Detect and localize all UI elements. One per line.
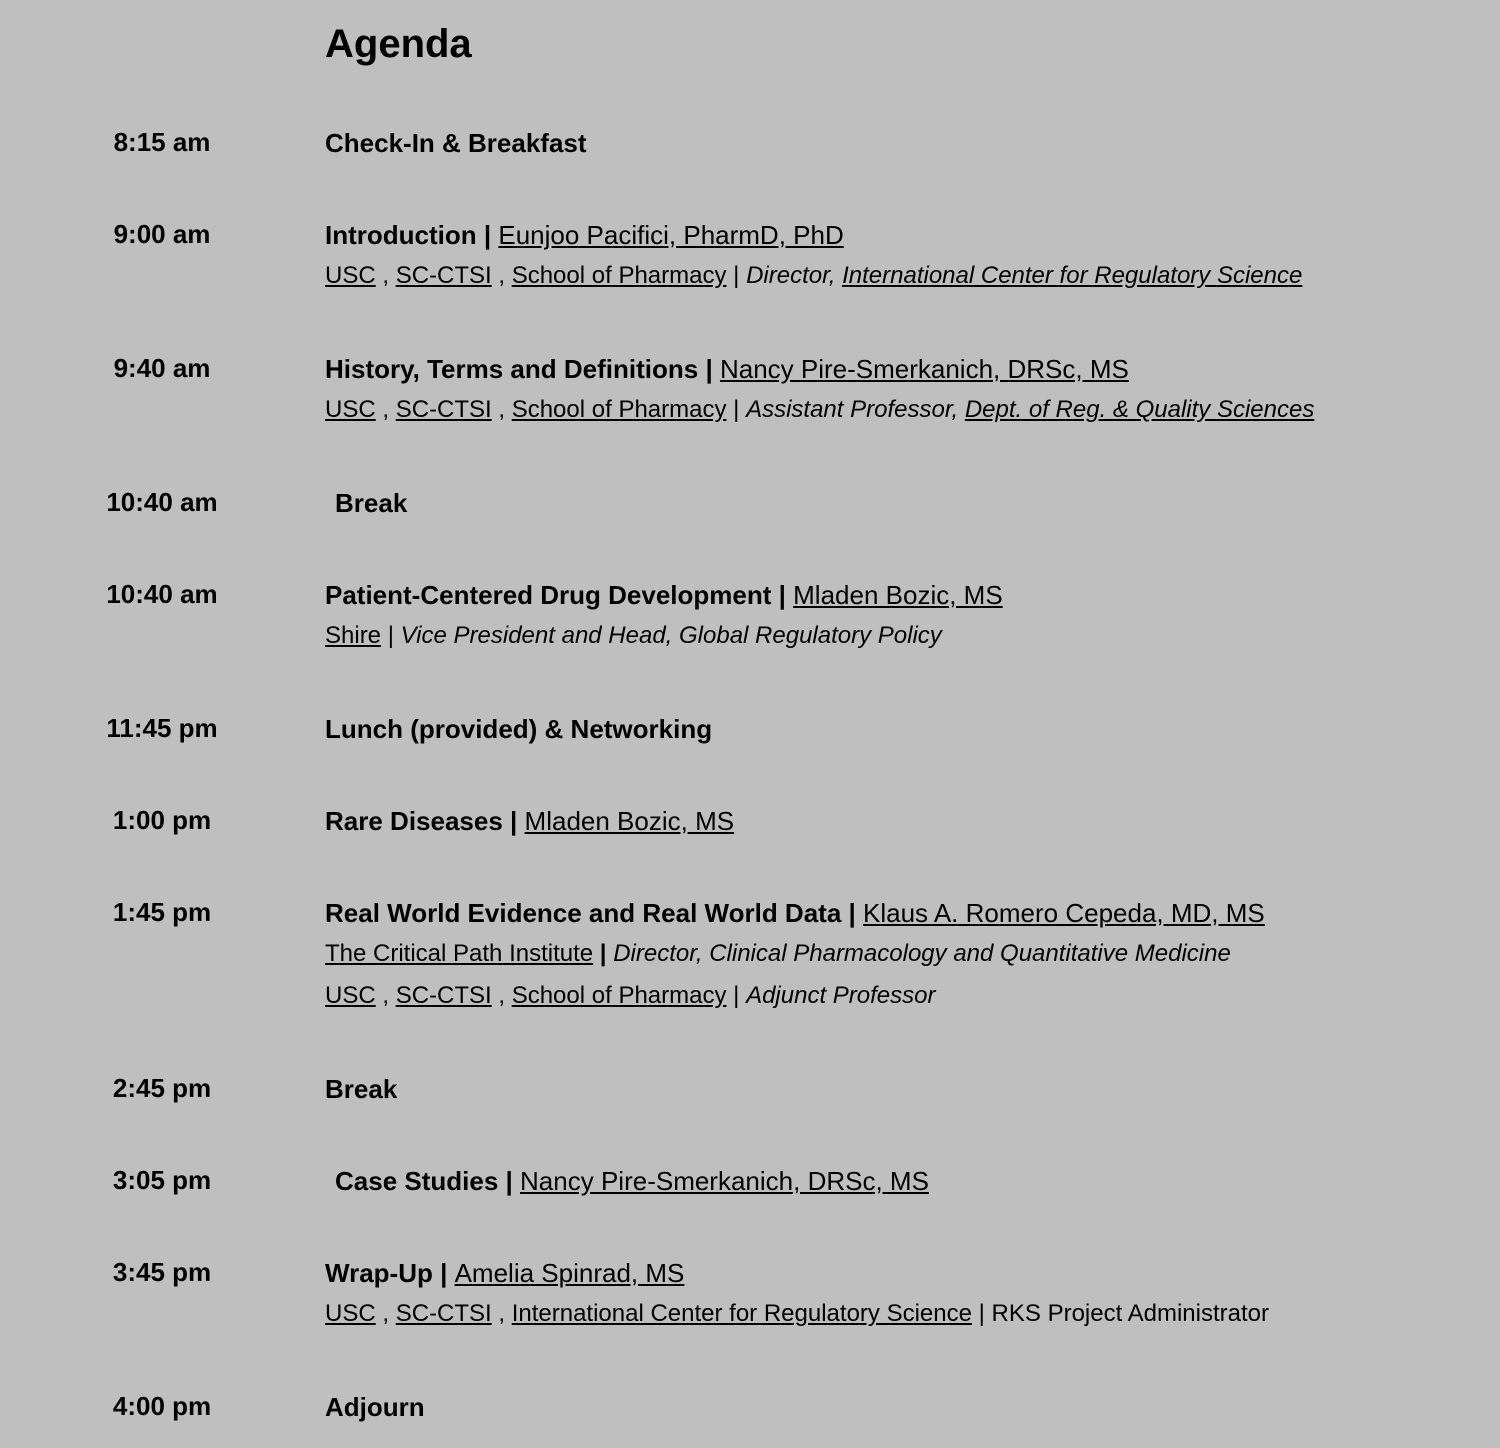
role-org-link[interactable]: International Center for Regulatory Science (842, 262, 1303, 289)
session-title: Adjourn (325, 1392, 425, 1422)
agenda-item (325, 219, 1302, 303)
speaker-role: RKS Project Administrator (991, 1300, 1269, 1327)
session-title: Patient-Centered Drug Development (325, 580, 772, 610)
speaker-role: Adjunct Professor (746, 982, 936, 1009)
separator: , (375, 396, 396, 423)
session-title: Check-In & Breakfast (325, 128, 587, 158)
affiliation-link[interactable]: International Center for Regulatory Science (511, 1300, 972, 1327)
time-label: 3:45 pm (112, 1257, 212, 1287)
affiliation-link[interactable]: USC (325, 1300, 376, 1327)
separator: | (502, 806, 525, 836)
separator: , (375, 1300, 396, 1327)
separator: , (491, 262, 512, 289)
agenda-item (325, 353, 1314, 437)
time-label: 2:45 pm (112, 1073, 212, 1103)
time-label: 10:40 am (106, 487, 218, 517)
session-title: Break (335, 488, 408, 518)
separator: | (726, 262, 747, 289)
session-title: Wrap-Up (325, 1258, 433, 1288)
speaker-link[interactable]: Nancy Pire-Smerkanich, DRSc, MS (719, 354, 1129, 384)
agenda-item (325, 897, 1265, 1023)
page-title: Agenda (325, 22, 472, 66)
speaker-role: Director, (746, 262, 843, 289)
separator: , (491, 1300, 512, 1327)
separator: | (593, 940, 614, 967)
organization-link[interactable]: Shire (325, 622, 382, 649)
separator: | (726, 982, 747, 1009)
affiliation-link[interactable]: SC-CTSI (395, 1300, 492, 1327)
separator: | (726, 396, 747, 423)
separator: | (698, 354, 720, 384)
separator: | (498, 1166, 521, 1196)
session-title: Real World Evidence and Real World Data (325, 898, 842, 928)
session-title: Rare Diseases (325, 806, 503, 836)
agenda-item (325, 1073, 397, 1115)
separator: , (375, 262, 396, 289)
affiliation-link[interactable]: School of Pharmacy (511, 982, 727, 1009)
affiliation-link[interactable]: School of Pharmacy (511, 262, 727, 289)
speaker-link[interactable]: Klaus A. Romero Cepeda, MD, MS (863, 898, 1265, 928)
time-label: 9:00 am (113, 219, 211, 249)
affiliation-link[interactable]: USC (325, 982, 376, 1009)
session-title: Case Studies (335, 1166, 499, 1196)
separator: , (375, 982, 396, 1009)
role-org-link[interactable]: Dept. of Reg. & Quality Sciences (964, 396, 1315, 423)
agenda-item (335, 1165, 929, 1207)
session-title: Introduction (325, 220, 477, 250)
speaker-link[interactable]: Mladen Bozic, MS (793, 580, 1003, 610)
time-label: 1:45 pm (112, 897, 212, 927)
speaker-link[interactable]: Amelia Spinrad, MS (454, 1258, 685, 1288)
session-title: Break (325, 1074, 398, 1104)
agenda-item (325, 805, 734, 847)
time-label: 10:40 am (106, 579, 218, 609)
affiliation-link[interactable]: SC-CTSI (395, 982, 492, 1009)
speaker-role: Assistant Professor, (746, 396, 965, 423)
affiliation-link[interactable]: SC-CTSI (395, 262, 492, 289)
separator: | (771, 580, 794, 610)
affiliation-link[interactable]: USC (325, 262, 376, 289)
affiliation-link[interactable]: School of Pharmacy (511, 396, 727, 423)
affiliation-link[interactable]: SC-CTSI (395, 396, 492, 423)
speaker-link[interactable]: Eunjoo Pacifici, PharmD, PhD (498, 220, 844, 250)
separator: | (476, 220, 499, 250)
speaker-role: Vice President and Head, Global Regulatory Policy (400, 622, 942, 649)
organization-link[interactable]: The Critical Path Institute (325, 940, 594, 967)
time-label: 9:40 am (113, 353, 211, 383)
agenda-item (325, 1391, 425, 1433)
separator: | (841, 898, 864, 928)
separator: , (491, 396, 512, 423)
speaker-link[interactable]: Mladen Bozic, MS (524, 806, 735, 836)
time-label: 1:00 pm (112, 805, 212, 835)
agenda-item (325, 1257, 1269, 1341)
agenda-item (325, 579, 1003, 663)
separator: | (432, 1258, 455, 1288)
separator: , (491, 982, 512, 1009)
agenda-item (325, 713, 712, 755)
time-label: 8:15 am (113, 127, 211, 157)
separator: | (381, 622, 401, 649)
session-title: History, Terms and Definitions (325, 354, 699, 384)
time-label: 4:00 pm (112, 1391, 212, 1421)
agenda-item (335, 487, 407, 529)
speaker-role: Director, Clinical Pharmacology and Quantitative Medicine (613, 940, 1231, 967)
agenda-item (325, 127, 587, 169)
speaker-link[interactable]: Nancy Pire-Smerkanich, DRSc, MS (520, 1166, 929, 1196)
affiliation-link[interactable]: USC (325, 396, 376, 423)
separator: | (971, 1300, 992, 1327)
time-label: 11:45 pm (106, 713, 218, 743)
session-title: Lunch (provided) & Networking (325, 714, 713, 744)
time-label: 3:05 pm (112, 1165, 212, 1195)
